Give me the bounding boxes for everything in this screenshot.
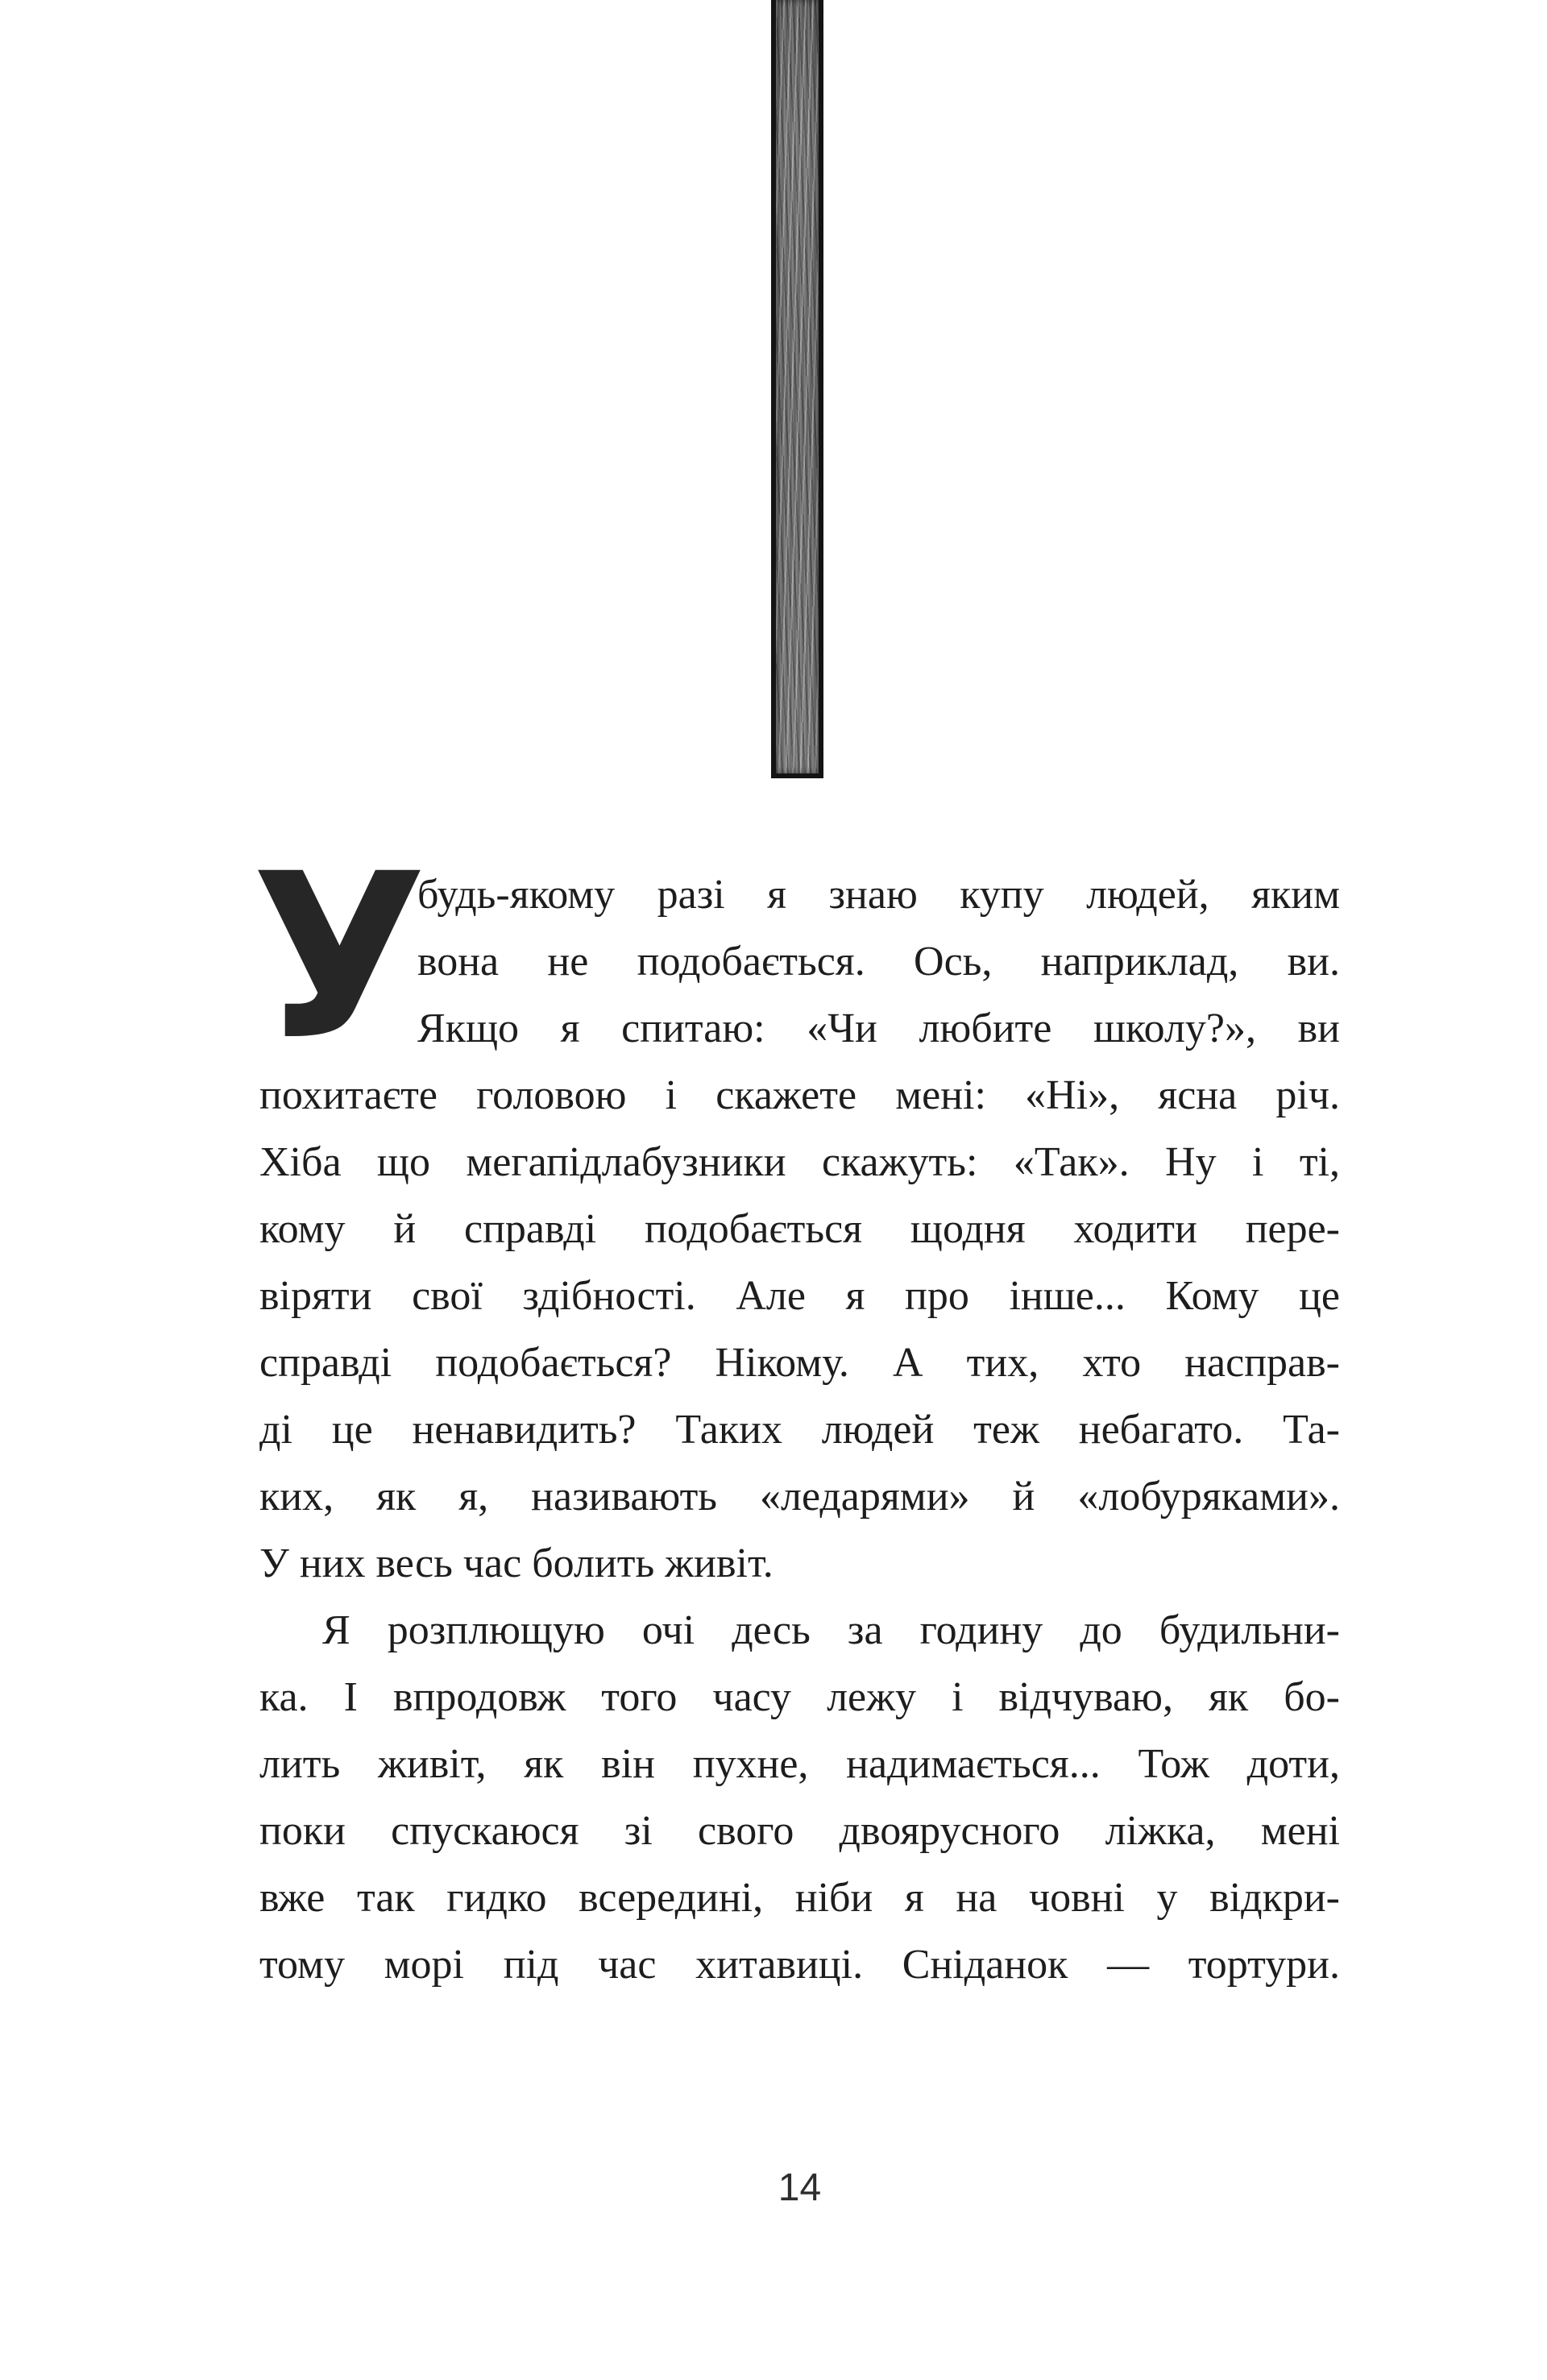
paragraph-line: Хіба що мегапідлабузники скажуть: «Так». Ну і ті, (259, 1139, 1340, 1185)
paragraph-line: справді подобається? Нікому. А тих, хто насправ- (259, 1340, 1340, 1386)
paragraph-line: віряти свої здібності. Але я про інше... Кому це (259, 1273, 1340, 1319)
paragraph-line: Я розплющую очі десь за годину до будильни- (322, 1607, 1340, 1653)
paragraph-line: ді це ненавидить? Таких людей теж небагато. Та- (259, 1407, 1340, 1453)
paragraph-line: поки спускаюся зі свого двоярусного ліжка, мені (259, 1808, 1340, 1854)
wood-grain-ornament (771, 0, 823, 778)
drop-cap: У (251, 824, 428, 1090)
paragraph-line: будь-якому разі я знаю купу людей, яким (417, 872, 1340, 918)
page-number: 14 (778, 2166, 822, 2209)
text-block (251, 824, 1340, 1998)
paragraph-line: похитаєте головою і скажете мені: «Ні», ясна річ. (259, 1072, 1340, 1118)
paragraph-line: кому й справді подобається щодня ходити пере- (259, 1206, 1340, 1252)
paragraph-line: вона не подобається. Ось, наприклад, ви. (417, 939, 1340, 985)
paragraph-line: Якщо я спитаю: «Чи любите школу?», ви (417, 1005, 1340, 1051)
paragraph-line: ких, як я, називають «ледарями» й «лобуряками». (259, 1474, 1340, 1520)
paragraph-line: ка. І впродовж того часу лежу і відчуваю, як бо- (259, 1674, 1340, 1720)
paragraph-line: лить живіт, як він пухне, надимається... Тож доти, (259, 1741, 1340, 1787)
paragraph-line: тому морі під час хитавиці. Сніданок — тортури. (259, 1942, 1340, 1988)
paragraph-line: вже так гидко всередині, ніби я на човні у відкри- (259, 1875, 1340, 1921)
paragraph-line: У них весь час болить живіт. (259, 1540, 774, 1586)
